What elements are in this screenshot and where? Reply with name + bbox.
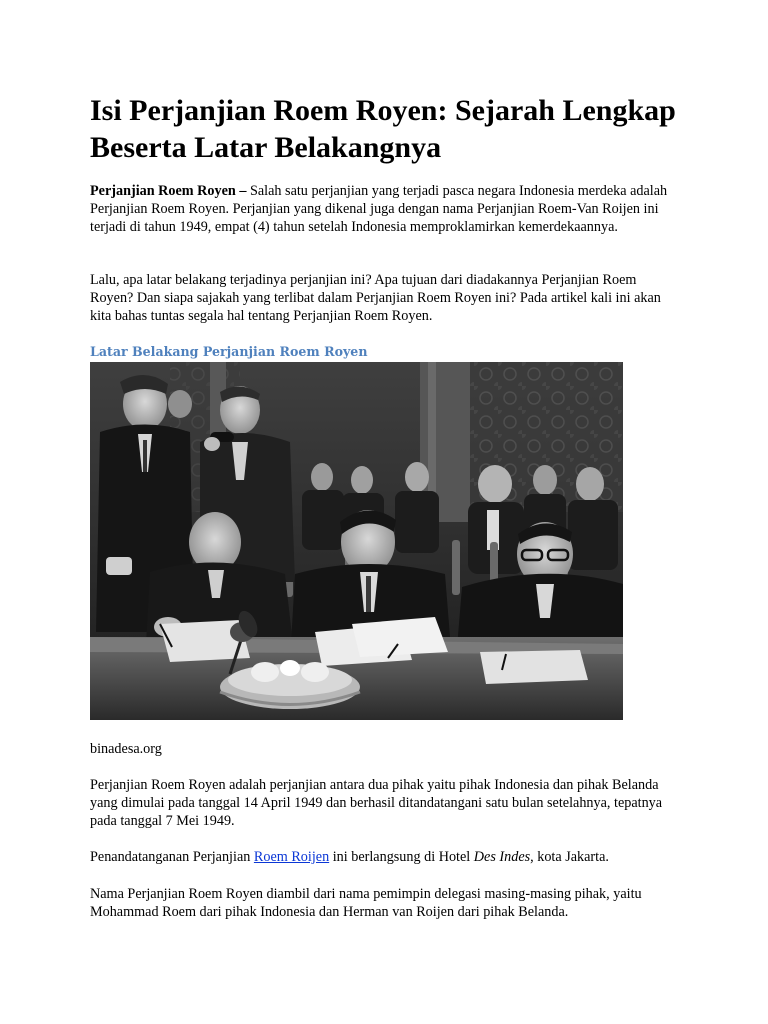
intro-text: Salah satu perjanjian yang terjadi pasca negara Indonesia merdeka adalah Perjanjian Roem Royen. Perjanjian yang dikenal juga dengan nama Perjanjian Roem-Van Roijen ini terjadi di tahun 1949, empat (4) tahun setelah Indonesia memproklamirkan kemerdekaannya. [90,183,668,235]
agreement-paragraph: Perjanjian Roem Royen adalah perjanjian antara dua pihak yaitu pihak Indonesia dan pihak Belanda yang dimulai pada tanggal 14 April 1949 dan berhasil ditandatangani satu bulan setelahnya, tepatnya pada tanggal 7 Mei 1949. [90,777,663,829]
roem-roijen-link[interactable]: Roem Roijen [253,849,330,865]
hotel-name: Des Indes [473,849,531,865]
intro-paragraph [90,182,682,236]
name-origin-paragraph: Nama Perjanjian Roem Royen diambil dari nama pemimpin delegasi masing-masing pihak, yaitu Mohammad Roem dari pihak Indonesia dan Herman van Roijen dari pihak Belanda. [90,886,642,920]
location-text-before: Penandatanganan Perjanjian [90,849,254,865]
historical-photo [90,362,623,720]
image-caption: binadesa.org [90,741,162,757]
section-heading: Latar Belakang Perjanjian Roem Royen [90,344,368,359]
location-text-middle: ini berlangsung di Hotel [329,849,474,865]
location-text-after: , kota Jakarta. [530,849,609,865]
questions-paragraph: Lalu, apa latar belakang terjadinya perjanjian ini? Apa tujuan dari diadakannya Perjanjian Roem Royen? Dan siapa sajakah yang terlibat dalam Perjanjian Roem Royen ini? Pada artikel kali ini akan kita bahas tuntas segala hal tentang Perjanjian Roem Royen. [90,272,661,324]
article-title: Isi Perjanjian Roem Royen: Sejarah Lengkap Beserta Latar Belakangnya [90,94,676,164]
location-paragraph [90,848,682,866]
intro-lead: Perjanjian Roem Royen – [90,183,247,199]
